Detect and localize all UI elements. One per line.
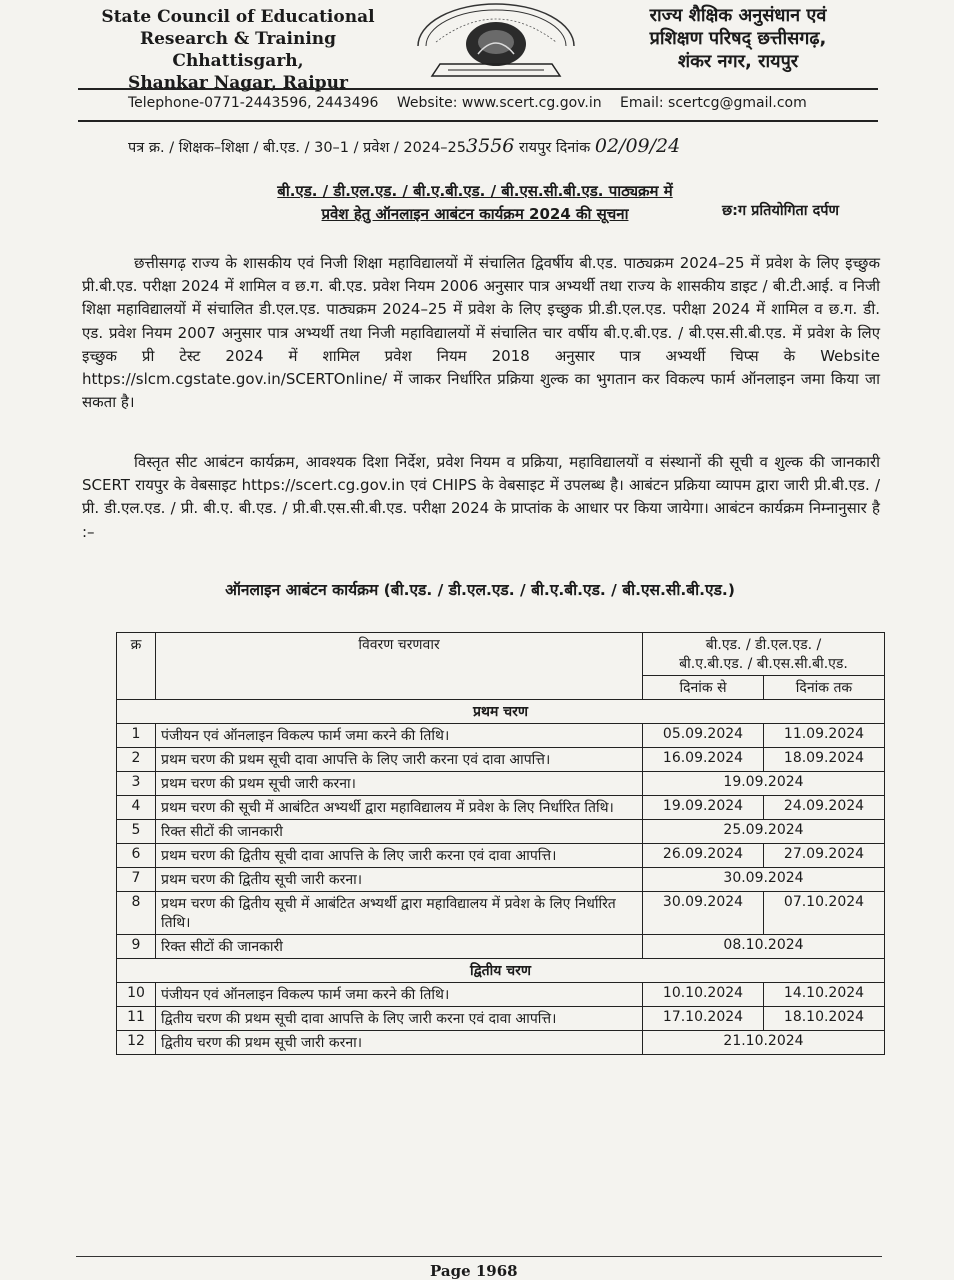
phase-title: प्रथम चरण: [117, 700, 885, 724]
scert-emblem-icon: [412, 2, 580, 88]
row-date-to: 18.10.2024: [764, 1007, 885, 1031]
col-course-header: [643, 633, 885, 676]
table-row: [117, 892, 885, 935]
header-english: [78, 6, 398, 94]
row-date-from: 30.09.2024: [643, 892, 764, 935]
row-date: 25.09.2024: [643, 820, 885, 844]
row-date-to: 18.09.2024: [764, 748, 885, 772]
contact-divider: [78, 120, 878, 122]
table-row: [117, 724, 885, 748]
row-date: 08.10.2024: [643, 935, 885, 959]
row-date-from: 19.09.2024: [643, 796, 764, 820]
header-hindi: [608, 4, 868, 73]
row-description: पंजीयन एवं ऑनलाइन विकल्प फार्म जमा करने की तिथि।: [156, 724, 643, 748]
row-description: प्रथम चरण की प्रथम सूची दावा आपत्ति के लिए जारी करना एवं दावा आपत्ति।: [156, 748, 643, 772]
page-number: Page 1968: [430, 1262, 518, 1280]
col-course-line: बी.एड. / डी.एल.एड. /: [705, 637, 822, 653]
header-hindi-line: प्रशिक्षण परिषद् छत्तीसगढ़,: [649, 28, 827, 49]
phase-row: [117, 700, 885, 724]
row-number: 11: [117, 1007, 156, 1031]
row-date-to: 07.10.2024: [764, 892, 885, 935]
reference-text: पत्र क्र. / शिक्षक–शिक्षा / बी.एड. / 30–1 / प्रवेश / 2024–25: [128, 140, 467, 156]
row-number: 6: [117, 844, 156, 868]
row-number: 1: [117, 724, 156, 748]
row-description: प्रथम चरण की सूची में आबंटित अभ्यर्थी द्वारा महाविद्यालय में प्रवेश के लिए निर्धारित तिथि।: [156, 796, 643, 820]
header-divider: [78, 88, 878, 90]
notice-title-line: बी.एड. / डी.एल.एड. / बी.ए.बी.एड. / बी.एस.सी.बी.एड. पाठ्यक्रम में: [277, 182, 673, 200]
row-number: 9: [117, 935, 156, 959]
row-number: 3: [117, 772, 156, 796]
table-row: [117, 844, 885, 868]
row-description: द्वितीय चरण की प्रथम सूची दावा आपत्ति के लिए जारी करना एवं दावा आपत्ति।: [156, 1007, 643, 1031]
table-row: [117, 820, 885, 844]
letter-date: 02/09/24: [594, 135, 681, 157]
col-to-header: दिनांक तक: [764, 676, 885, 700]
row-description: पंजीयन एवं ऑनलाइन विकल्प फार्म जमा करने की तिथि।: [156, 983, 643, 1007]
col-desc-header: विवरण चरणवार: [156, 633, 643, 700]
paragraph-2: विस्तृत सीट आबंटन कार्यक्रम, आवश्यक दिशा निर्देश, प्रवेश नियम व प्रक्रिया, महाविद्यालयों व संस्थानों की सूची व शुल्क की जानकारी SCERT रायपुर के वेबसाइट https://scert.cg.gov.in एवं CHIPS के वेबसाइट में उपलब्ध है। आबंटन प्रक्रिया व्यापम द्वारा जारी प्री.बी.एड. / प्री. डी.एल.एड. / प्री. बी.ए. बी.एड. / प्री.बी.एस.सी.बी.एड. परीक्षा 2024 के प्राप्तांक के आधार पर किया जायेगा। आबंटन कार्यक्रम निम्नानुसार है :–: [82, 453, 880, 541]
row-date-to: 24.09.2024: [764, 796, 885, 820]
col-from-header: दिनांक से: [643, 676, 764, 700]
row-description: रिक्त सीटों की जानकारी: [156, 820, 643, 844]
row-date-from: 16.09.2024: [643, 748, 764, 772]
col-course-line: बी.ए.बी.एड. / बी.एस.सी.बी.एड.: [679, 656, 848, 672]
schedule-body: [117, 700, 885, 1055]
website: Website: www.scert.cg.gov.in: [396, 95, 602, 111]
row-date-from: 17.10.2024: [643, 1007, 764, 1031]
row-date-from: 26.09.2024: [643, 844, 764, 868]
notice-title: [230, 180, 720, 226]
footer-divider: [76, 1256, 882, 1257]
table-row: [117, 1031, 885, 1055]
row-description: प्रथम चरण की प्रथम सूची जारी करना।: [156, 772, 643, 796]
watermark-stamp: छ:ग प्रतियोगिता दर्पण: [722, 203, 840, 219]
row-number: 12: [117, 1031, 156, 1055]
row-date-from: 10.10.2024: [643, 983, 764, 1007]
row-date-from: 05.09.2024: [643, 724, 764, 748]
row-description: प्रथम चरण की द्वितीय सूची जारी करना।: [156, 868, 643, 892]
schedule-heading: ऑनलाइन आबंटन कार्यक्रम (बी.एड. / डी.एल.एड. / बी.ए.बी.एड. / बी.एस.सी.बी.एड.): [225, 581, 735, 599]
header-english-line: Shankar Nagar, Raipur: [128, 73, 348, 93]
email: Email: scertcg@gmail.com: [620, 95, 807, 111]
row-date: 21.10.2024: [643, 1031, 885, 1055]
header-english-line: Research & Training Chhattisgarh,: [139, 29, 337, 71]
row-number: 10: [117, 983, 156, 1007]
row-date-to: 11.09.2024: [764, 724, 885, 748]
row-description: द्वितीय चरण की प्रथम सूची जारी करना।: [156, 1031, 643, 1055]
table-row: [117, 935, 885, 959]
paragraph-1: छत्तीसगढ़ राज्य के शासकीय एवं निजी शिक्षा महाविद्यालयों में संचालित द्विवर्षीय बी.एड. पाठ्यक्रम 2024–25 में प्रवेश के लिए इच्छुक प्री.बी.एड. परीक्षा 2024 में शामिल व छ.ग. बी.एड. प्रवेश नियम 2006 अनुसार पात्र अभ्यर्थी तथा राज्य के शासकीय डाइट / बी.टी.आई. व निजी शिक्षा महाविद्यालयों में संचालित डी.एल.एड. पाठ्यक्रम 2024–25 में प्रवेश के लिए इच्छुक प्री.डी.एल.एड. परीक्षा 2024 में शामिल व छ.ग. डी. एड. प्रवेश नियम 2007 अनुसार पात्र अभ्यर्थी तथा निजी महाविद्यालयों में संचालित चार वर्षीय बी.ए.बी.एड. / बी.एस.सी.बी.एड. में प्रवेश के लिए इच्छुक प्री टेस्ट 2024 में शामिल प्रवेश नियम 2018 अनुसार पात्र अभ्यर्थी चिप्स के Website https://slcm.cgstate.gov.in/SCERTOnline/ में जाकर निर्धारित प्रक्रिया शुल्क का भुगतान कर विकल्प फार्म ऑनलाइन जमा किया जा सकता है।: [82, 254, 880, 412]
notice-title-line: प्रवेश हेतु ऑनलाइन आबंटन कार्यक्रम 2024 की सूचना: [321, 205, 629, 223]
schedule-table: [116, 632, 885, 1055]
telephone: Telephone-0771-2443596, 2443496: [128, 95, 379, 111]
row-date-to: 14.10.2024: [764, 983, 885, 1007]
phase-row: [117, 959, 885, 983]
header-english-line: State Council of Educational: [101, 7, 375, 27]
row-date-to: 27.09.2024: [764, 844, 885, 868]
row-number: 8: [117, 892, 156, 935]
city-date-label: रायपुर दिनांक: [518, 140, 591, 156]
row-description: रिक्त सीटों की जानकारी: [156, 935, 643, 959]
row-number: 4: [117, 796, 156, 820]
contact-line: [128, 95, 821, 111]
row-number: 2: [117, 748, 156, 772]
table-row: [117, 868, 885, 892]
reference-number: 3556: [466, 135, 515, 157]
header-hindi-line: राज्य शैक्षिक अनुसंधान एवं: [649, 5, 827, 26]
table-row: [117, 1007, 885, 1031]
row-number: 7: [117, 868, 156, 892]
row-number: 5: [117, 820, 156, 844]
row-date: 30.09.2024: [643, 868, 885, 892]
header-hindi-line: शंकर नगर, रायपुर: [677, 51, 799, 72]
table-row: [117, 983, 885, 1007]
row-description: प्रथम चरण की द्वितीय सूची दावा आपत्ति के लिए जारी करना एवं दावा आपत्ति।: [156, 844, 643, 868]
row-date: 19.09.2024: [643, 772, 885, 796]
row-description: प्रथम चरण की द्वितीय सूची में आबंटित अभ्यर्थी द्वारा महाविद्यालय में प्रवेश के लिए निर्धारित तिथि।: [156, 892, 643, 935]
table-row: [117, 748, 885, 772]
phase-title: द्वितीय चरण: [117, 959, 885, 983]
table-row: [117, 772, 885, 796]
col-no-header: क्र: [117, 633, 156, 700]
table-row: [117, 796, 885, 820]
reference-line: [128, 135, 680, 157]
